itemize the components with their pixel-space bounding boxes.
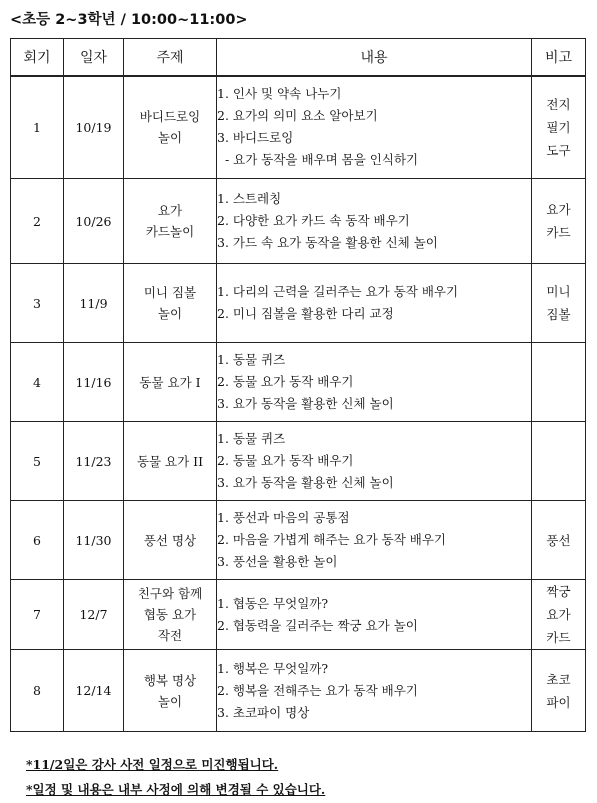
topic-cell: 동물 요가 II bbox=[124, 422, 217, 501]
footnotes bbox=[26, 752, 325, 802]
table-row bbox=[11, 76, 586, 179]
note-cell: 짝궁 요가 카드 bbox=[532, 580, 586, 650]
content-item: 1. 동물 퀴즈 bbox=[217, 431, 286, 446]
content-item: 2. 동물 요가 동작 배우기 bbox=[217, 453, 354, 468]
note-cell: 풍선 bbox=[532, 501, 586, 580]
table-row bbox=[11, 650, 586, 732]
topic-cell: 요가 카드놀이 bbox=[124, 179, 217, 264]
content-item: 3. 초코파이 명상 bbox=[217, 704, 310, 720]
content-cell bbox=[217, 650, 532, 732]
topic-cell: 친구와 함께 협동 요가 작전 bbox=[124, 580, 217, 650]
content-item: 2. 마음을 가볍게 해주는 요가 동작 배우기 bbox=[217, 532, 446, 547]
content-item: 3. 풍선을 활용한 놀이 bbox=[217, 554, 338, 569]
date-cell: 12/7 bbox=[64, 580, 124, 650]
header-session: 회기 bbox=[11, 39, 64, 76]
content-cell bbox=[217, 179, 532, 264]
content-item: 2. 행복을 전해주는 요가 동작 배우기 bbox=[217, 682, 418, 698]
footnote: *일정 및 내용은 내부 사정에 의해 변경될 수 있습니다. bbox=[26, 782, 326, 797]
topic-cell: 행복 명상 놀이 bbox=[124, 650, 217, 732]
session-cell: 7 bbox=[11, 580, 64, 650]
table-row bbox=[11, 343, 586, 422]
content-item: 2. 요가의 의미 요소 알아보기 bbox=[217, 108, 378, 124]
date-cell: 12/14 bbox=[64, 650, 124, 732]
content-cell bbox=[217, 422, 532, 501]
header-note: 비고 bbox=[532, 39, 586, 76]
date-cell: 11/9 bbox=[64, 264, 124, 343]
header-topic: 주제 bbox=[124, 39, 217, 76]
table-header-row bbox=[11, 39, 586, 76]
note-cell: 초코 파이 bbox=[532, 650, 586, 732]
content-item: 3. 바디드로잉 bbox=[217, 130, 294, 146]
content-cell bbox=[217, 76, 532, 179]
date-cell: 11/16 bbox=[64, 343, 124, 422]
topic-cell: 미니 짐볼 놀이 bbox=[124, 264, 217, 343]
note-cell: 전지 필기 도구 bbox=[532, 76, 586, 179]
table-row bbox=[11, 179, 586, 264]
content-item: 1. 동물 퀴즈 bbox=[217, 352, 286, 367]
date-cell: 10/19 bbox=[64, 76, 124, 179]
content-item: 1. 협동은 무엇일까? bbox=[217, 595, 329, 611]
table-row bbox=[11, 501, 586, 580]
content-item: 2. 동물 요가 동작 배우기 bbox=[217, 374, 354, 389]
content-cell bbox=[217, 580, 532, 650]
session-cell: 3 bbox=[11, 264, 64, 343]
content-item: 3. 요가 동작을 활용한 신체 놀이 bbox=[217, 475, 394, 490]
note-cell bbox=[532, 343, 586, 422]
content-item: 1. 스트레칭 bbox=[217, 191, 282, 206]
date-cell: 11/23 bbox=[64, 422, 124, 501]
session-cell: 4 bbox=[11, 343, 64, 422]
date-cell: 10/26 bbox=[64, 179, 124, 264]
table-row bbox=[11, 422, 586, 501]
content-item: 2. 다양한 요가 카드 속 동작 배우기 bbox=[217, 213, 410, 228]
topic-cell: 동물 요가 I bbox=[124, 343, 217, 422]
schedule-table bbox=[10, 38, 586, 732]
content-item: 1. 행복은 무엇일까? bbox=[217, 660, 329, 676]
session-cell: 6 bbox=[11, 501, 64, 580]
session-cell: 5 bbox=[11, 422, 64, 501]
content-item: 2. 미니 짐볼을 활용한 다리 교정 bbox=[217, 306, 394, 321]
content-item: 1. 인사 및 약속 나누기 bbox=[217, 86, 342, 102]
header-content: 내용 bbox=[217, 39, 532, 76]
table-row bbox=[11, 264, 586, 343]
session-cell: 2 bbox=[11, 179, 64, 264]
content-item: 3. 가드 속 요가 동작을 활용한 신체 놀이 bbox=[217, 235, 438, 250]
footnote: *11/2일은 강사 사전 일정으로 미진행됩니다. bbox=[26, 757, 279, 772]
content-item: - 요가 동작을 배우며 몸을 인식하기 bbox=[217, 152, 419, 168]
session-cell: 8 bbox=[11, 650, 64, 732]
content-item: 1. 풍선과 마음의 공통점 bbox=[217, 510, 350, 525]
note-cell bbox=[532, 422, 586, 501]
content-cell bbox=[217, 264, 532, 343]
session-cell: 1 bbox=[11, 76, 64, 179]
content-item: 2. 협동력을 길러주는 짝궁 요가 놀이 bbox=[217, 617, 418, 633]
topic-cell: 바디드로잉 놀이 bbox=[124, 76, 217, 179]
note-cell: 미니 짐볼 bbox=[532, 264, 586, 343]
content-item: 1. 다리의 근력을 길러주는 요가 동작 배우기 bbox=[217, 284, 459, 299]
content-cell bbox=[217, 343, 532, 422]
header-date: 일자 bbox=[64, 39, 124, 76]
content-item: 3. 요가 동작을 활용한 신체 놀이 bbox=[217, 396, 394, 411]
topic-cell: 풍선 명상 bbox=[124, 501, 217, 580]
content-cell bbox=[217, 501, 532, 580]
table-row bbox=[11, 580, 586, 650]
date-cell: 11/30 bbox=[64, 501, 124, 580]
page-title: <초등 2~3학년 / 10:00~11:00> bbox=[10, 12, 248, 28]
note-cell: 요가 카드 bbox=[532, 179, 586, 264]
